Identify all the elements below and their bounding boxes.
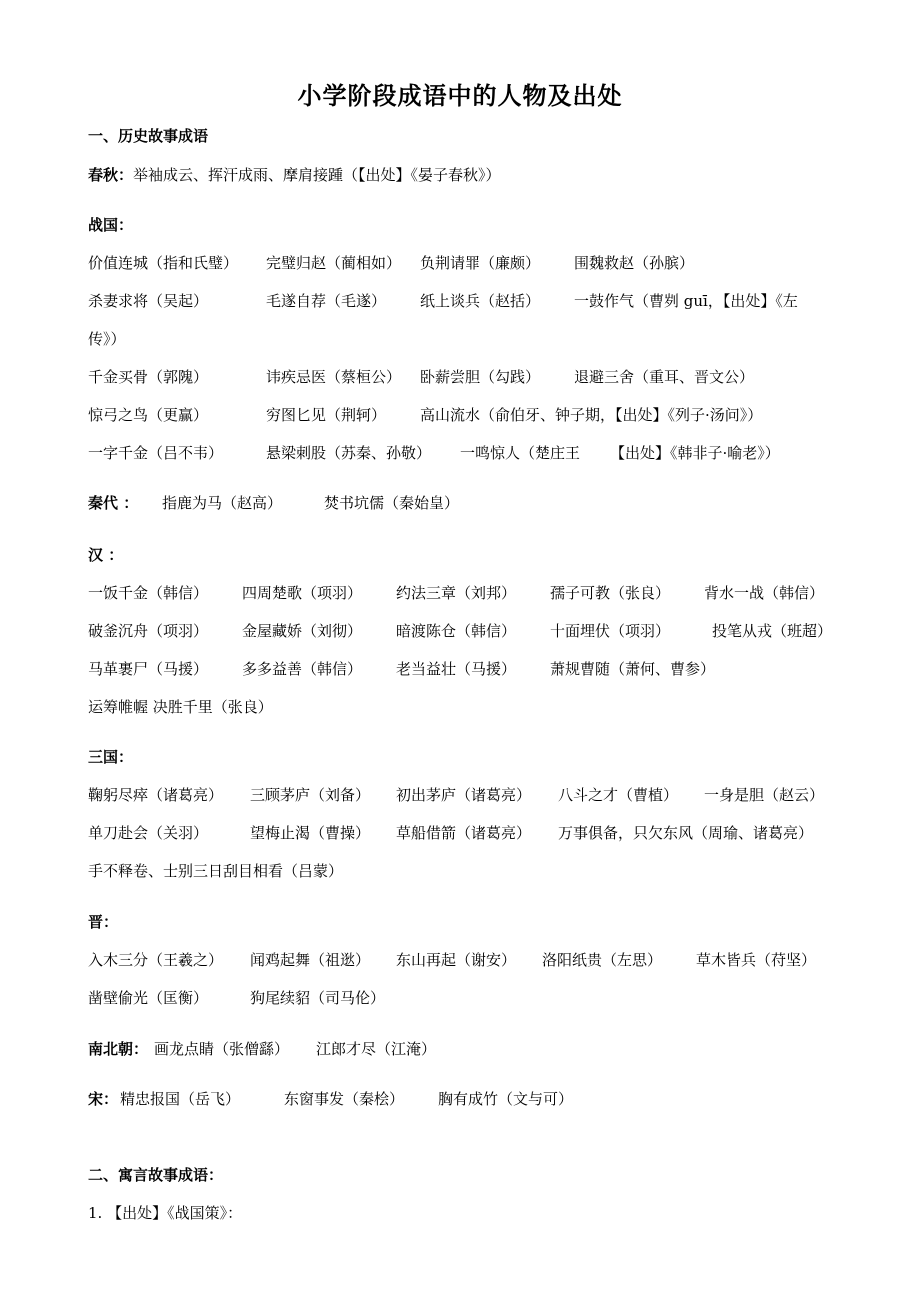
idiom-item: 价值连城（指和氏璧） [88,254,239,272]
idiom-item: 精忠报国（岳飞） [120,1090,241,1108]
idiom-item: 萧规曹随（萧何、曹参） [550,660,716,678]
idiom-item: 画龙点睛（张僧繇） [154,1040,290,1058]
song-line [88,1088,840,1109]
idiom-item: 马革裹尸（马援） [88,660,209,678]
idiom-item: 一饭千金（韩信） [88,584,209,602]
idiom-item: 洛阳纸贵（左思） [542,951,663,969]
idiom-item: 金屋藏娇（刘彻） [242,622,363,640]
nanbeichao-line [88,1038,840,1059]
idiom-item: 东山再起（谢安） [396,951,517,969]
idiom-item: 多多益善（韩信） [242,660,363,678]
idiom-item: 四周楚歌（项羽） [242,584,363,602]
idiom-item: 老当益壮（马援） [396,660,517,678]
idiom-item: 完璧归赵（蔺相如） [266,254,402,272]
jin-label-line [88,911,840,932]
idiom-item: 单刀赴会（关羽） [88,824,209,842]
idiom-item: 鞠躬尽瘁（诸葛亮） [88,786,224,804]
idiom-item: 草木皆兵（苻坚） [696,951,817,969]
qin-label: 秦代 ： [88,494,139,512]
chunqiu-line [88,164,840,185]
idiom-item: 指鹿为马（赵高） [162,494,283,512]
idiom-item: 约法三章（刘邦） [396,584,517,602]
idiom-item: 传》） [88,330,126,348]
idiom-item: 背水一战（韩信） [704,584,825,602]
idiom-item: 闻鸡起舞（祖逖） [250,951,371,969]
idiom-item: 焚书坑儒（秦始皇） [324,494,460,512]
sanguo-label: 三国： [88,748,134,766]
section-2-heading: 二、寓言故事成语： [88,1166,224,1184]
idiom-item: 悬梁刺股（苏秦、孙敬） [266,444,432,462]
han-label-line [88,544,840,565]
idiom-item: 惊弓之鸟（更赢） [88,406,209,424]
song-label: 宋： [88,1090,119,1108]
section-2-item-1: 1. 【出处】《战国策》： [88,1204,243,1222]
idiom-item: 入木三分（王羲之） [88,951,224,969]
zhanguo-label-line [88,214,840,235]
idiom-item: 运筹帷幄 决胜千里（张良） [88,698,273,716]
idiom-item: 手不释卷、士别三日刮目相看（吕蒙） [88,862,344,880]
idiom-item: 孺子可教（张良） [550,584,671,602]
idiom-item: 一身是胆（赵云） [704,786,825,804]
idiom-item: 一鼓作气（曹刿 guī，【出处】《左 [574,292,798,310]
idiom-item: 暗渡陈仓（韩信） [396,622,517,640]
idiom-item: 穷图匕见（荆轲） [266,406,387,424]
idiom-item: 十面埋伏（项羽） [550,622,671,640]
idiom-item: 一字千金（吕不韦） [88,444,224,462]
idiom-item: 毛遂自荐（毛遂） [266,292,387,310]
page-title: 小学阶段成语中的人物及出处 [297,82,623,110]
idiom-item: 八斗之才（曹植） [558,786,679,804]
idiom-item: 讳疾忌医（蔡桓公） [266,368,402,386]
idiom-item: 草船借箭（诸葛亮） [396,824,532,842]
idiom-item: 东窗事发（秦桧） [284,1090,405,1108]
idiom-item: 三顾茅庐（刘备） [250,786,371,804]
idiom-item: 凿壁偷光（匡衡） [88,989,209,1007]
idiom-item: 初出茅庐（诸葛亮） [396,786,532,804]
idiom-item: 纸上谈兵（赵括） [420,292,541,310]
zhanguo-label: 战国： [88,216,134,234]
sanguo-label-line [88,746,840,767]
idiom-item: 望梅止渴（曹操） [250,824,371,842]
chunqiu-text: 举袖成云、挥汗成雨、摩肩接踵（【出处】《晏子春秋》） [133,166,501,184]
section-1-heading: 一、历史故事成语 [88,127,209,145]
idiom-item: 千金买骨（郭隗） [88,368,209,386]
qin-line [88,492,840,513]
nanbeichao-label: 南北朝： [88,1040,149,1058]
idiom-item: 负荆请罪（廉颇） [420,254,541,272]
han-label: 汉 ： [88,546,124,564]
idiom-item: 狗尾续貂（司马伦） [250,989,386,1007]
idiom-item: 【出处】《韩非子·喻老》） [610,444,780,462]
jin-label: 晋： [88,913,119,931]
idiom-item: 杀妻求将（吴起） [88,292,209,310]
idiom-item: 围魏救赵（孙膑） [574,254,695,272]
idiom-item: 破釜沉舟（项羽） [88,622,209,640]
idiom-item: 万事俱备，只欠东风（周瑜、诸葛亮） [558,824,814,842]
idiom-item: 胸有成竹（文与可） [438,1090,574,1108]
idiom-item: 高山流水（俞伯牙、钟子期，【出处】《列子·汤问》） [420,406,763,424]
chunqiu-label: 春秋： [88,166,134,184]
idiom-item: 退避三舍（重耳、晋文公） [574,368,755,386]
idiom-item: 一鸣惊人（楚庄王 [460,444,581,462]
idiom-item: 卧薪尝胆（勾践） [420,368,541,386]
idiom-item: 投笔从戎（班超） [712,622,833,640]
idiom-item: 江郎才尽（江淹） [316,1040,437,1058]
